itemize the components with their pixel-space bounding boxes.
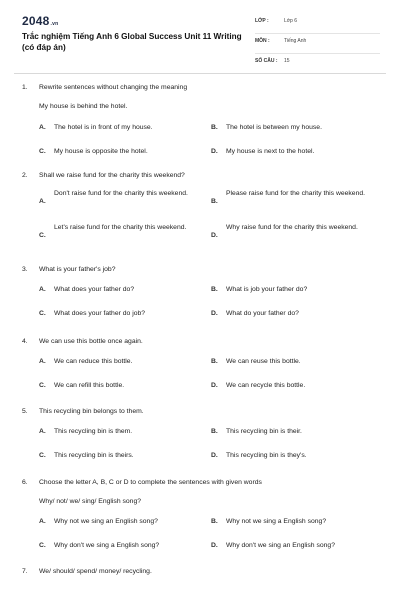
question-5 xyxy=(0,404,400,475)
option-letter: B. xyxy=(211,428,218,435)
option-text: Why don't we sing a English song? xyxy=(54,542,160,549)
option-text: This recycling bin is their. xyxy=(226,428,302,435)
option-letter: B. xyxy=(211,198,218,205)
question-number: 2. xyxy=(22,172,28,179)
option-letter: B. xyxy=(211,124,218,131)
option-letter: A. xyxy=(39,124,46,131)
question-1 xyxy=(0,80,400,168)
option-text: We can reduce this bottle. xyxy=(54,358,133,365)
option-letter: D. xyxy=(211,148,218,155)
option-letter: B. xyxy=(211,358,218,365)
page-header xyxy=(0,0,400,70)
option-letter: C. xyxy=(39,310,46,317)
meta-info xyxy=(255,14,380,73)
option-letter: A. xyxy=(39,428,46,435)
option-text: What does your father do job? xyxy=(54,310,146,317)
header-divider xyxy=(14,73,386,74)
option-text: What is job your father do? xyxy=(226,286,308,293)
option-letter: D. xyxy=(211,452,218,459)
option-text: Please raise fund for the charity this weekend. xyxy=(226,190,366,197)
option-text: We can reuse this bottle. xyxy=(226,358,301,365)
question-text: We/ should/ spend/ money/ recycling. xyxy=(39,568,152,575)
question-list xyxy=(0,80,400,580)
meta-row-count xyxy=(255,54,380,73)
option-letter: C. xyxy=(39,452,46,459)
option-text: Don't raise fund for the charity this weekend. xyxy=(54,190,188,197)
option-letter: A. xyxy=(39,286,46,293)
question-number: 3. xyxy=(22,266,28,273)
option-text: This recycling bin is they's. xyxy=(226,452,307,459)
option-letter: A. xyxy=(39,358,46,365)
option-letter: D. xyxy=(211,232,218,239)
page-title: Trắc nghiệm Tiếng Anh 6 Global Success Unit 11 Writing (có đáp án) xyxy=(22,32,242,52)
question-number: 1. xyxy=(22,84,28,91)
option-text: Why not we sing a English song? xyxy=(226,518,327,525)
option-letter: D. xyxy=(211,382,218,389)
option-text: This recycling bin is them. xyxy=(54,428,133,435)
question-6 xyxy=(0,475,400,564)
option-text: The hotel is between my house. xyxy=(226,124,322,131)
option-text: My house is opposite the hotel. xyxy=(54,148,148,155)
question-prompt: My house is behind the hotel. xyxy=(39,103,128,110)
option-letter: A. xyxy=(39,518,46,525)
option-letter: C. xyxy=(39,232,46,239)
question-text: This recycling bin belongs to them. xyxy=(39,408,144,415)
option-letter: B. xyxy=(211,286,218,293)
option-letter: D. xyxy=(211,542,218,549)
question-text: We can use this bottle once again. xyxy=(39,338,143,345)
meta-value: 15 xyxy=(284,58,290,64)
question-text: What is your father's job? xyxy=(39,266,116,273)
option-text: What do your father do? xyxy=(226,310,299,317)
question-text: Shall we raise fund for the charity this weekend? xyxy=(39,172,185,179)
question-3 xyxy=(0,262,400,334)
option-letter: D. xyxy=(211,310,218,317)
option-text: Let's raise fund for the charity this weekend. xyxy=(54,224,187,231)
site-logo[interactable] xyxy=(22,14,58,28)
option-letter: C. xyxy=(39,148,46,155)
question-text: Choose the letter A, B, C or D to complete the sentences with given words xyxy=(39,479,262,486)
question-number: 7. xyxy=(22,568,28,575)
question-number: 4. xyxy=(22,338,28,345)
meta-row-class xyxy=(255,14,380,34)
option-letter: B. xyxy=(211,518,218,525)
question-number: 6. xyxy=(22,479,28,486)
option-letter: C. xyxy=(39,542,46,549)
option-text: We can refill this bottle. xyxy=(54,382,125,389)
option-text: What does your father do? xyxy=(54,286,135,293)
meta-label: LỚP : xyxy=(255,18,269,24)
meta-label: SỐ CÂU : xyxy=(255,58,278,64)
option-text: Why not we sing an English song? xyxy=(54,518,158,525)
question-text: Rewrite sentences without changing the meaning xyxy=(39,84,188,91)
option-text: We can recycle this bottle. xyxy=(226,382,306,389)
option-text: Why don't we sing an English song? xyxy=(226,542,335,549)
meta-row-subject xyxy=(255,34,380,54)
option-text: The hotel is in front of my house. xyxy=(54,124,153,131)
logo-domain: .vn xyxy=(50,21,59,27)
question-number: 5. xyxy=(22,408,28,415)
option-text: This recycling bin is theirs. xyxy=(54,452,134,459)
question-prompt: Why/ not/ we/ sing/ English song? xyxy=(39,498,142,505)
option-text: Why raise fund for the charity this weekend. xyxy=(226,224,358,231)
question-7 xyxy=(0,564,400,580)
meta-value: Lớp 6 xyxy=(284,18,298,24)
meta-value: Tiếng Anh xyxy=(284,38,307,44)
logo-text: 2048 xyxy=(22,14,50,28)
question-2 xyxy=(0,168,400,262)
option-letter: A. xyxy=(39,198,46,205)
option-text: My house is next to the hotel. xyxy=(226,148,315,155)
meta-label: MÔN : xyxy=(255,38,270,44)
option-letter: C. xyxy=(39,382,46,389)
question-4 xyxy=(0,334,400,404)
